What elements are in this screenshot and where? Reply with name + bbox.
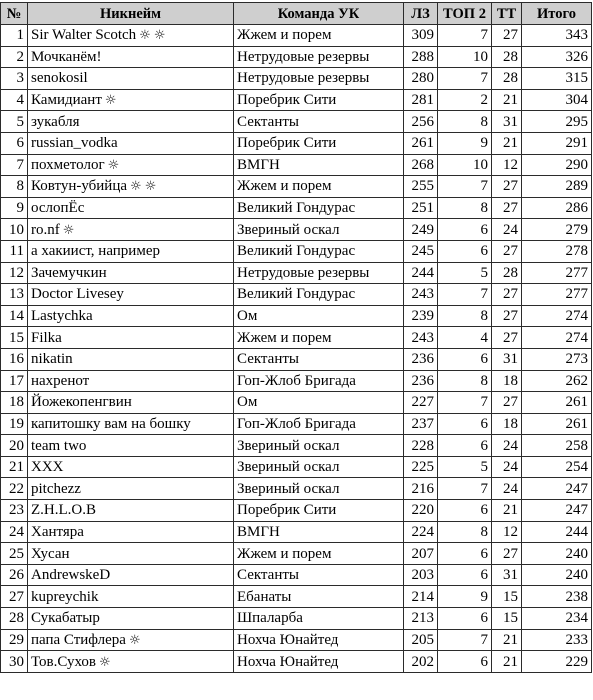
table-row [1,197,592,219]
rank-cell: 29 [1,629,28,651]
sun-icon: ☼ [144,179,157,195]
total-cell: 286 [522,197,592,219]
tt-cell: 21 [492,89,522,111]
lz-cell: 255 [404,176,438,198]
ranking-table [0,2,592,673]
total-cell: 277 [522,284,592,306]
table-row [1,327,592,349]
nickname-cell [28,219,234,241]
total-cell: 315 [522,68,592,90]
nickname-cell [28,46,234,68]
nickname-cell [28,68,234,90]
rank-cell: 24 [1,521,28,543]
tt-cell: 24 [492,219,522,241]
rank-cell: 30 [1,651,28,673]
rank-cell: 21 [1,456,28,478]
nickname-text: Ковтун-убийца [31,178,128,195]
table-row [1,154,592,176]
rank-cell: 9 [1,197,28,219]
nickname-text: Doctor Livesey [31,286,124,303]
table-row [1,651,592,673]
tt-cell: 27 [492,240,522,262]
team-cell: ВМГН [234,154,404,176]
total-cell: 277 [522,262,592,284]
total-cell: 247 [522,500,592,522]
top2-cell: 7 [438,284,492,306]
table-row [1,132,592,154]
team-cell: Жжем и порем [234,543,404,565]
nickname-text: нахренот [31,372,90,389]
total-cell: 238 [522,586,592,608]
rank-cell: 10 [1,219,28,241]
top2-cell: 8 [438,305,492,327]
nickname-text: team two [31,437,87,454]
nickname-cell [28,284,234,306]
top2-cell: 9 [438,586,492,608]
top2-cell: 6 [438,608,492,630]
rank-cell: 17 [1,370,28,392]
top2-cell: 7 [438,478,492,500]
lz-cell: 202 [404,651,438,673]
nickname-cell [28,586,234,608]
nickname-cell [28,154,234,176]
lz-cell: 236 [404,370,438,392]
team-cell: Нохча Юнайтед [234,651,404,673]
tt-cell: 27 [492,176,522,198]
team-cell: Поребрик Сити [234,89,404,111]
table-row [1,586,592,608]
nickname-cell [28,132,234,154]
top2-cell: 6 [438,543,492,565]
lz-cell: 288 [404,46,438,68]
top2-cell: 7 [438,392,492,414]
nickname-cell [28,651,234,673]
lz-cell: 203 [404,564,438,586]
header-rank: № [1,3,28,25]
lz-cell: 225 [404,456,438,478]
lz-cell: 237 [404,413,438,435]
tt-cell: 15 [492,608,522,630]
lz-cell: 244 [404,262,438,284]
rank-cell: 23 [1,500,28,522]
tt-cell: 31 [492,348,522,370]
tt-cell: 18 [492,413,522,435]
sun-icon: ☼ [130,179,142,195]
table-row [1,25,592,47]
total-cell: 279 [522,219,592,241]
team-cell: Жжем и порем [234,176,404,198]
lz-cell: 245 [404,240,438,262]
team-cell: Гоп-Жлоб Бригада [234,370,404,392]
nickname-text: nikatin [31,351,73,368]
lz-cell: 243 [404,327,438,349]
top2-cell: 6 [438,240,492,262]
nickname-text: russian_vodka [31,135,118,152]
nickname-text: папа Стифлера [31,631,126,648]
table-row [1,68,592,90]
top2-cell: 7 [438,25,492,47]
nickname-text: kupreychik [31,588,99,605]
total-cell: 278 [522,240,592,262]
nickname-text: Filka [31,329,62,346]
team-cell: Поребрик Сити [234,132,404,154]
total-cell: 291 [522,132,592,154]
sun-icon: ☼ [153,28,166,44]
nickname-text: pitchezz [31,480,81,497]
rank-cell: 2 [1,46,28,68]
nickname-text: Z.H.L.O.B [31,502,96,519]
nickname-cell [28,111,234,133]
rank-cell: 7 [1,154,28,176]
lz-cell: 236 [404,348,438,370]
sun-icon: ☼ [62,222,75,238]
team-cell: ВМГН [234,521,404,543]
rank-cell: 14 [1,305,28,327]
tt-cell: 21 [492,132,522,154]
nickname-text: Камидиант [31,92,102,109]
table-row [1,240,592,262]
header-lz: ЛЗ [404,3,438,25]
nickname-text: senokosil [31,70,88,87]
table-row [1,89,592,111]
total-cell: 295 [522,111,592,133]
rank-cell: 8 [1,176,28,198]
table-row [1,564,592,586]
lz-cell: 309 [404,25,438,47]
team-cell: Ом [234,305,404,327]
nickname-text: зукабля [31,113,80,130]
top2-cell: 6 [438,348,492,370]
team-cell: Великий Гондурас [234,284,404,306]
top2-cell: 8 [438,370,492,392]
table-row [1,456,592,478]
team-cell: Жжем и порем [234,25,404,47]
table-row [1,413,592,435]
total-cell: 304 [522,89,592,111]
table-row [1,176,592,198]
team-cell: Гоп-Жлоб Бригада [234,413,404,435]
nickname-cell [28,543,234,565]
tt-cell: 21 [492,629,522,651]
top2-cell: 6 [438,564,492,586]
tt-cell: 28 [492,262,522,284]
nickname-cell [28,500,234,522]
table-row [1,370,592,392]
total-cell: 244 [522,521,592,543]
nickname-text: Зачемучкин [31,264,107,281]
rank-cell: 20 [1,435,28,457]
nickname-cell [28,413,234,435]
nickname-text: Мочканём! [31,48,102,65]
tt-cell: 27 [492,197,522,219]
total-cell: 261 [522,413,592,435]
table-row [1,219,592,241]
top2-cell: 4 [438,327,492,349]
team-cell: Нетрудовые резервы [234,262,404,284]
tt-cell: 12 [492,521,522,543]
nickname-cell [28,456,234,478]
ranking-table-container [0,2,591,673]
total-cell: 290 [522,154,592,176]
lz-cell: 256 [404,111,438,133]
rank-cell: 4 [1,89,28,111]
nickname-text: Тов.Сухов [31,653,97,670]
total-cell: 240 [522,564,592,586]
total-cell: 274 [522,327,592,349]
lz-cell: 207 [404,543,438,565]
team-cell: Сектанты [234,564,404,586]
nickname-cell [28,478,234,500]
rank-cell: 16 [1,348,28,370]
nickname-text: ослопЁс [31,200,85,217]
nickname-text: ro.nf [31,221,60,238]
total-cell: 258 [522,435,592,457]
total-cell: 273 [522,348,592,370]
team-cell: Звериный оскал [234,435,404,457]
lz-cell: 214 [404,586,438,608]
rank-cell: 27 [1,586,28,608]
team-cell: Звериный оскал [234,478,404,500]
team-cell: Звериный оскал [234,456,404,478]
nickname-text: а хакиист, например [31,243,160,260]
top2-cell: 7 [438,68,492,90]
rank-cell: 26 [1,564,28,586]
top2-cell: 8 [438,521,492,543]
lz-cell: 268 [404,154,438,176]
tt-cell: 21 [492,500,522,522]
sun-icon: ☼ [128,632,141,648]
nickname-text: Sir Walter Scotch [31,27,137,44]
table-row [1,500,592,522]
team-cell: Сектанты [234,111,404,133]
tt-cell: 27 [492,284,522,306]
header-tt: ТТ [492,3,522,25]
total-cell: 261 [522,392,592,414]
tt-cell: 28 [492,68,522,90]
top2-cell: 5 [438,262,492,284]
top2-cell: 10 [438,154,492,176]
top2-cell: 6 [438,651,492,673]
table-row [1,608,592,630]
rank-cell: 19 [1,413,28,435]
top2-cell: 6 [438,413,492,435]
table-row [1,305,592,327]
nickname-cell [28,327,234,349]
top2-cell: 6 [438,219,492,241]
tt-cell: 27 [492,305,522,327]
tt-cell: 27 [492,25,522,47]
sun-icon: ☼ [139,28,151,44]
nickname-cell [28,305,234,327]
lz-cell: 280 [404,68,438,90]
nickname-cell [28,197,234,219]
nickname-text: Йожекопенгвин [31,394,132,411]
table-row [1,521,592,543]
tt-cell: 21 [492,651,522,673]
header-nickname: Никнейм [28,3,234,25]
nickname-cell [28,262,234,284]
sun-icon: ☼ [104,93,117,109]
total-cell: 247 [522,478,592,500]
tt-cell: 24 [492,456,522,478]
nickname-cell [28,348,234,370]
total-cell: 240 [522,543,592,565]
header-team: Команда УК [234,3,404,25]
nickname-text: Хантяра [31,523,84,540]
team-cell: Великий Гондурас [234,197,404,219]
team-cell: Сектанты [234,348,404,370]
nickname-text: Хусан [31,545,70,562]
nickname-text: XXX [31,459,64,476]
total-cell: 343 [522,25,592,47]
tt-cell: 27 [492,327,522,349]
tt-cell: 18 [492,370,522,392]
sun-icon: ☼ [99,654,111,670]
team-cell: Великий Гондурас [234,240,404,262]
nickname-cell [28,176,234,198]
table-row [1,478,592,500]
rank-cell: 22 [1,478,28,500]
team-cell: Нетрудовые резервы [234,68,404,90]
nickname-cell [28,240,234,262]
team-cell: Ебанаты [234,586,404,608]
header-total: Итого [522,3,592,25]
total-cell: 229 [522,651,592,673]
lz-cell: 220 [404,500,438,522]
table-row [1,543,592,565]
rank-cell: 18 [1,392,28,414]
nickname-text: капитошку вам на бошку [31,415,191,432]
nickname-text: похметолог [31,156,105,173]
total-cell: 254 [522,456,592,478]
team-cell: Шпаларба [234,608,404,630]
top2-cell: 8 [438,111,492,133]
tt-cell: 27 [492,543,522,565]
nickname-cell [28,89,234,111]
rank-cell: 13 [1,284,28,306]
nickname-text: AndrewskeD [31,567,111,584]
rank-cell: 11 [1,240,28,262]
total-cell: 233 [522,629,592,651]
nickname-text: Сукабатыр [31,610,100,627]
top2-cell: 9 [438,132,492,154]
top2-cell: 7 [438,629,492,651]
lz-cell: 205 [404,629,438,651]
header-top2: ТОП 2 [438,3,492,25]
table-row [1,46,592,68]
top2-cell: 7 [438,176,492,198]
tt-cell: 15 [492,586,522,608]
rank-cell: 28 [1,608,28,630]
rank-cell: 15 [1,327,28,349]
total-cell: 262 [522,370,592,392]
tt-cell: 31 [492,564,522,586]
nickname-cell [28,521,234,543]
table-row [1,629,592,651]
rank-cell: 1 [1,25,28,47]
nickname-cell [28,435,234,457]
lz-cell: 251 [404,197,438,219]
table-row [1,111,592,133]
total-cell: 289 [522,176,592,198]
team-cell: Нетрудовые резервы [234,46,404,68]
table-row [1,262,592,284]
tt-cell: 24 [492,435,522,457]
table-row [1,284,592,306]
lz-cell: 243 [404,284,438,306]
rank-cell: 12 [1,262,28,284]
rank-cell: 25 [1,543,28,565]
top2-cell: 8 [438,197,492,219]
table-row [1,348,592,370]
lz-cell: 281 [404,89,438,111]
top2-cell: 2 [438,89,492,111]
lz-cell: 261 [404,132,438,154]
tt-cell: 24 [492,478,522,500]
team-cell: Поребрик Сити [234,500,404,522]
tt-cell: 12 [492,154,522,176]
nickname-cell [28,392,234,414]
rank-cell: 6 [1,132,28,154]
top2-cell: 5 [438,456,492,478]
tt-cell: 31 [492,111,522,133]
lz-cell: 213 [404,608,438,630]
total-cell: 326 [522,46,592,68]
top2-cell: 10 [438,46,492,68]
tt-cell: 27 [492,392,522,414]
table-row [1,435,592,457]
lz-cell: 239 [404,305,438,327]
team-cell: Жжем и порем [234,327,404,349]
total-cell: 234 [522,608,592,630]
nickname-cell [28,564,234,586]
header-row [1,3,592,25]
top2-cell: 6 [438,435,492,457]
top2-cell: 6 [438,500,492,522]
sun-icon: ☼ [107,157,120,173]
table-row [1,392,592,414]
lz-cell: 249 [404,219,438,241]
total-cell: 274 [522,305,592,327]
lz-cell: 216 [404,478,438,500]
team-cell: Звериный оскал [234,219,404,241]
tt-cell: 28 [492,46,522,68]
nickname-cell [28,370,234,392]
nickname-cell [28,25,234,47]
lz-cell: 228 [404,435,438,457]
team-cell: Ом [234,392,404,414]
rank-cell: 5 [1,111,28,133]
nickname-cell [28,629,234,651]
nickname-text: Lastychka [31,308,93,325]
lz-cell: 224 [404,521,438,543]
table-body [1,25,592,673]
nickname-cell [28,608,234,630]
rank-cell: 3 [1,68,28,90]
team-cell: Нохча Юнайтед [234,629,404,651]
lz-cell: 227 [404,392,438,414]
